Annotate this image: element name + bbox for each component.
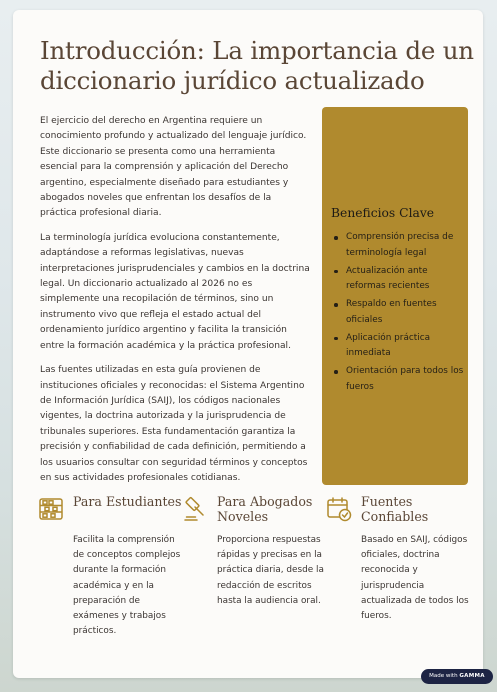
benefit-item: Comprensión precisa de terminología legal	[331, 230, 465, 261]
page-title: Introducción: La importancia de un diccionario jurídico actualizado	[40, 36, 474, 95]
gavel-icon	[182, 496, 208, 522]
feature-title: Para Abogados Noveles	[217, 494, 313, 524]
abacus-icon	[38, 496, 64, 522]
intro-paragraph: La terminología jurídica evoluciona constantemente, adaptándose a reformas legislativas, nuevas interpretaciones jurisprudenciales y cambios en la doctrina legal. Un diccionario actualizado al 2026 no es simplemente una recopilación de términos, sino un instrumento vivo que refleja el estado actual del ordenamiento jurídico argentino y facilita la transición entre la formación académica y la práctica profesional.	[40, 232, 310, 351]
feature-description: Basado en SAIJ, códigos oficiales, doctrina reconocida y jurisprudencia actualizada de todos los fueros.	[361, 535, 469, 622]
benefit-item: Orientación para todos los fueros	[331, 364, 465, 395]
badge-prefix: Made with	[429, 673, 458, 679]
intro-paragraph: Las fuentes utilizadas en esta guía provienen de instituciones oficiales y reconocidas: el Sistema Argentino de Información Jurídica (SAIJ), los códigos nacionales vigentes, la doctrina autorizada y la jurisprudencia de tribunales superiores. Esta fundamentación garantiza la precisión y confiabilidad de cada definición, permitiendo a los usuarios consultar con seguridad términos y conceptos en sus actividades profesionales cotidianas.	[40, 365, 308, 483]
feature-description: Proporciona respuestas rápidas y precisas en la práctica diaria, desde la redacción de escritos hasta la audiencia oral.	[217, 535, 324, 606]
benefits-panel	[322, 107, 468, 485]
badge-brand: GAMMA	[459, 673, 485, 679]
intro-text	[40, 114, 310, 495]
benefit-item: Aplicación práctica inmediata	[331, 331, 465, 362]
benefits-list	[331, 230, 465, 398]
calendar-check-icon	[326, 496, 352, 522]
benefit-item: Respaldo en fuentes oficiales	[331, 297, 465, 328]
made-with-badge[interactable]	[421, 669, 493, 684]
benefit-item: Actualización ante reformas recientes	[331, 264, 465, 295]
feature-description: Facilita la comprensión de conceptos complejos durante la formación académica y en la preparación de exámenes y trabajos prácticos.	[73, 535, 181, 637]
feature-title: Para Estudiantes	[73, 494, 182, 509]
page-card	[13, 10, 483, 678]
benefits-heading: Beneficios Clave	[331, 206, 435, 220]
intro-paragraph: El ejercicio del derecho en Argentina requiere un conocimiento profundo y actualizado del lenguaje jurídico. Este diccionario se presenta como una herramienta esencial para la comprensión y aplicación del Derecho argentino, especialmente diseñado para estudiantes y abogados noveles que enfrentan los desafíos de la práctica profesional diaria.	[40, 116, 307, 219]
feature-title: Fuentes Confiables	[361, 494, 429, 524]
